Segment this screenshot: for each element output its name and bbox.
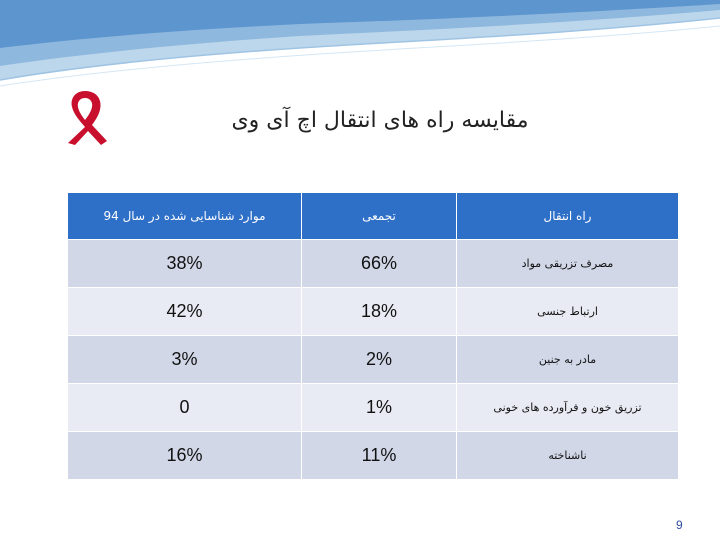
cell-cumulative: 11% bbox=[302, 432, 457, 480]
cell-route: ناشناخته bbox=[457, 432, 679, 480]
cell-cumulative: 18% bbox=[302, 288, 457, 336]
cell-cumulative: 1% bbox=[302, 384, 457, 432]
cell-cases-94: 42% bbox=[68, 288, 302, 336]
cell-cumulative: 2% bbox=[302, 336, 457, 384]
header-route: راه انتقال bbox=[457, 193, 679, 240]
cell-cases-94: 16% bbox=[68, 432, 302, 480]
table-row bbox=[68, 288, 679, 336]
table-row bbox=[68, 336, 679, 384]
page-number: 9 bbox=[676, 518, 683, 532]
table-header-row bbox=[68, 193, 679, 240]
cell-route: ارتباط جنسی bbox=[457, 288, 679, 336]
cell-route: تزریق خون و فرآورده های خونی bbox=[457, 384, 679, 432]
cell-route: مادر به جنین bbox=[457, 336, 679, 384]
cell-cases-94: 38% bbox=[68, 240, 302, 288]
cell-cumulative: 66% bbox=[302, 240, 457, 288]
decorative-wave-band bbox=[0, 0, 720, 90]
table-row bbox=[68, 384, 679, 432]
slide-title: مقایسه راه های انتقال اچ آی وی bbox=[231, 108, 529, 133]
header-cases-94: موارد شناسایی شده در سال 94 bbox=[68, 193, 302, 240]
hiv-transmission-table bbox=[67, 192, 679, 480]
table-row bbox=[68, 432, 679, 480]
header-cumulative: تجمعی bbox=[302, 193, 457, 240]
table-row bbox=[68, 240, 679, 288]
logo bbox=[50, 85, 120, 147]
cell-cases-94: 3% bbox=[68, 336, 302, 384]
red-ribbon-icon bbox=[50, 85, 120, 147]
cell-cases-94: 0 bbox=[68, 384, 302, 432]
cell-route: مصرف تزریقی مواد bbox=[457, 240, 679, 288]
